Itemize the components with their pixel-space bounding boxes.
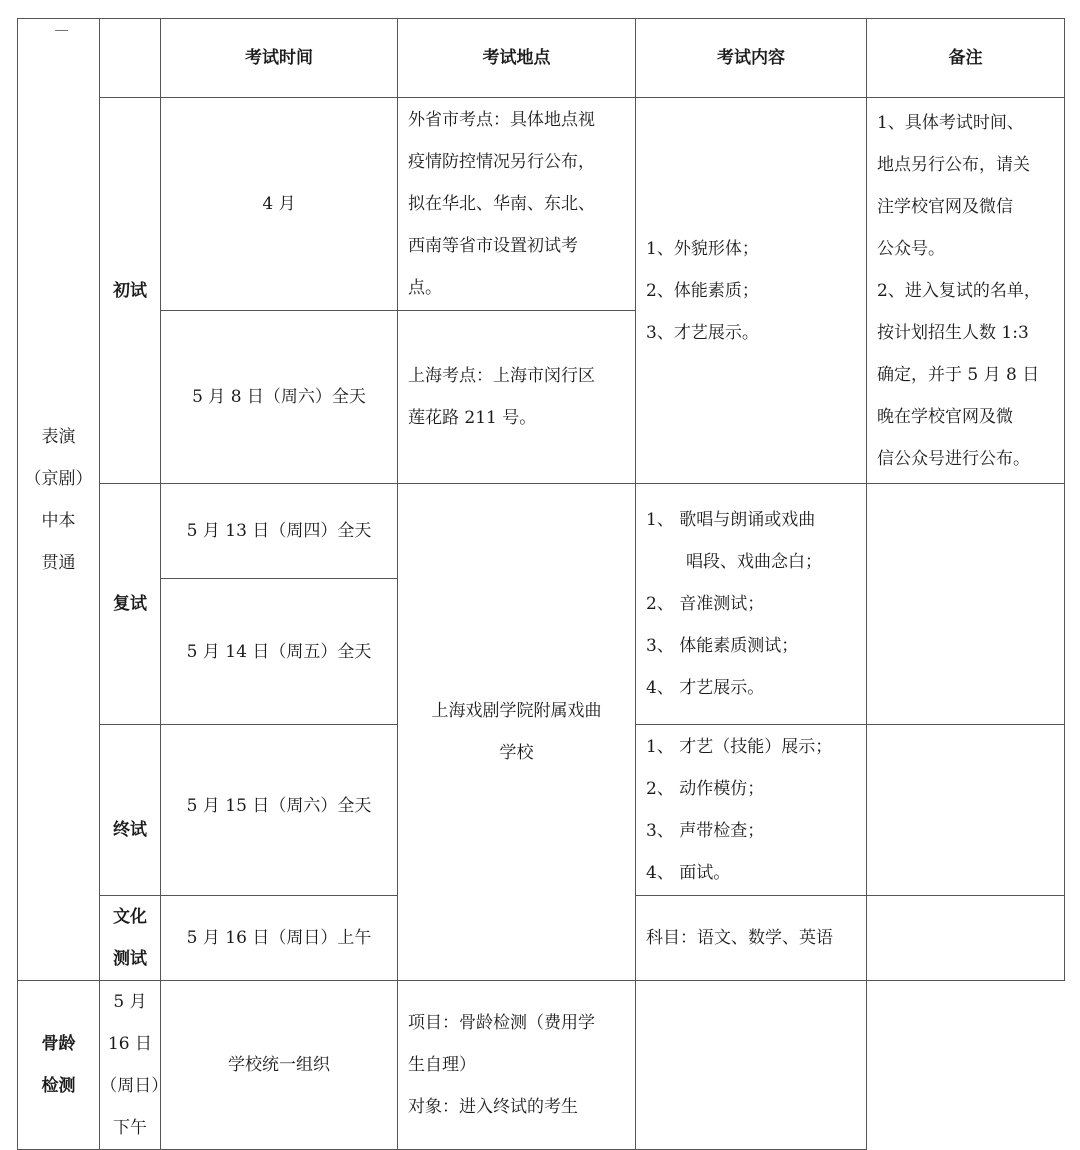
place-line: 西南等省市设置初试考 bbox=[408, 236, 578, 256]
initial-1-place bbox=[398, 98, 636, 311]
bone-place: 学校统一组织 bbox=[161, 981, 398, 1150]
place-line: 莲花路 211 号。 bbox=[408, 408, 537, 428]
remark-line: 确定，并于 5 月 8 日 bbox=[877, 364, 1040, 385]
stage-header-blank bbox=[100, 19, 161, 98]
school-place bbox=[398, 484, 636, 981]
bone-remark bbox=[636, 981, 867, 1150]
header-content: 考试内容 bbox=[636, 19, 867, 98]
place-line: 学校 bbox=[499, 743, 534, 763]
retest-remark bbox=[867, 484, 1065, 725]
content-line: 3、才艺展示。 bbox=[646, 322, 759, 343]
bone-time: 5 月 16 日（周日）下午 bbox=[100, 981, 161, 1150]
remark-line: 2、进入复试的名单， bbox=[877, 280, 1041, 301]
header-remark: 备注 bbox=[867, 19, 1065, 98]
major-line: 贯通 bbox=[41, 552, 76, 573]
stage-bone bbox=[18, 981, 100, 1150]
final-remark bbox=[867, 725, 1065, 896]
place-line: 上海考点：上海市闵行区 bbox=[408, 366, 595, 386]
content-line: 2、 动作模仿； bbox=[646, 779, 765, 799]
content-line: 唱段、戏曲念白； bbox=[686, 552, 822, 572]
bone-content bbox=[398, 981, 636, 1150]
major-line: 中本 bbox=[41, 510, 76, 531]
remark-line: 地点另行公布，请关 bbox=[877, 154, 1030, 175]
content-line: 项目：骨龄检测（费用学 bbox=[408, 1013, 595, 1033]
remark-line: 注学校官网及微信 bbox=[877, 196, 1013, 217]
remark-line: 按计划招生人数 1:3 bbox=[877, 322, 1029, 343]
place-line: 上海戏剧学院附属戏曲 bbox=[431, 701, 602, 721]
content-line: 3、 声带检查； bbox=[646, 821, 765, 841]
initial-row-1 bbox=[18, 98, 1065, 311]
content-line: 对象：进入终试的考生 bbox=[408, 1097, 578, 1117]
bone-row bbox=[18, 981, 1065, 1150]
content-line: 4、 面试。 bbox=[646, 863, 731, 883]
initial-2-time: 5 月 8 日（周六）全天 bbox=[161, 311, 398, 484]
final-time: 5 月 15 日（周六）全天 bbox=[161, 725, 398, 896]
retest-2-time: 5 月 14 日（周五）全天 bbox=[161, 579, 398, 725]
initial-content bbox=[636, 98, 867, 484]
header-place: 考试地点 bbox=[398, 19, 636, 98]
content-line: 2、 音准测试； bbox=[646, 594, 765, 614]
retest-row-1 bbox=[18, 484, 1065, 579]
stage-final: 终试 bbox=[100, 725, 161, 896]
remark-line: 1、具体考试时间、 bbox=[877, 112, 1024, 133]
culture-content: 科目：语文、数学、英语 bbox=[636, 896, 867, 981]
retest-content bbox=[636, 484, 867, 725]
culture-remark bbox=[867, 896, 1065, 981]
remark-line: 信公众号进行公布。 bbox=[877, 448, 1030, 469]
content-line: 1、外貌形体； bbox=[646, 238, 759, 259]
final-content bbox=[636, 725, 867, 896]
stage-line: 骨龄 bbox=[41, 1034, 76, 1054]
major-cell bbox=[18, 19, 100, 981]
stage-line: 测试 bbox=[113, 949, 147, 969]
initial-remark bbox=[867, 98, 1065, 484]
stage-initial: 初试 bbox=[100, 98, 161, 484]
major-line: 表演 bbox=[41, 426, 76, 447]
header-row bbox=[18, 19, 1065, 98]
place-line: 疫情防控情况另行公布， bbox=[408, 152, 595, 172]
remark-line: 公众号。 bbox=[877, 238, 945, 259]
stage-line: 检测 bbox=[41, 1076, 76, 1096]
stage-retest: 复试 bbox=[100, 484, 161, 725]
content-line: 生自理） bbox=[408, 1055, 476, 1075]
header-time: 考试时间 bbox=[161, 19, 398, 98]
content-line: 1、 歌唱与朗诵或戏曲 bbox=[646, 510, 816, 530]
content-line: 2、体能素质； bbox=[646, 280, 759, 301]
top-dash-mark: － bbox=[53, 22, 70, 42]
place-line: 拟在华北、华南、东北、 bbox=[408, 194, 595, 214]
initial-2-place bbox=[398, 311, 636, 484]
initial-1-time: 4 月 bbox=[161, 98, 398, 311]
place-line: 点。 bbox=[408, 278, 442, 298]
place-line: 外省市考点：具体地点视 bbox=[408, 110, 595, 130]
culture-time: 5 月 16 日（周日）上午 bbox=[161, 896, 398, 981]
exam-schedule-table bbox=[17, 18, 1065, 1150]
remark-line: 晚在学校官网及微 bbox=[877, 406, 1013, 427]
retest-1-time: 5 月 13 日（周四）全天 bbox=[161, 484, 398, 579]
stage-line: 文化 bbox=[113, 907, 147, 927]
stage-culture bbox=[100, 896, 161, 981]
content-line: 4、 才艺展示。 bbox=[646, 678, 765, 698]
major-line: （京剧） bbox=[24, 468, 93, 489]
content-line: 3、 体能素质测试； bbox=[646, 636, 799, 656]
content-line: 1、 才艺（技能）展示； bbox=[646, 737, 833, 757]
